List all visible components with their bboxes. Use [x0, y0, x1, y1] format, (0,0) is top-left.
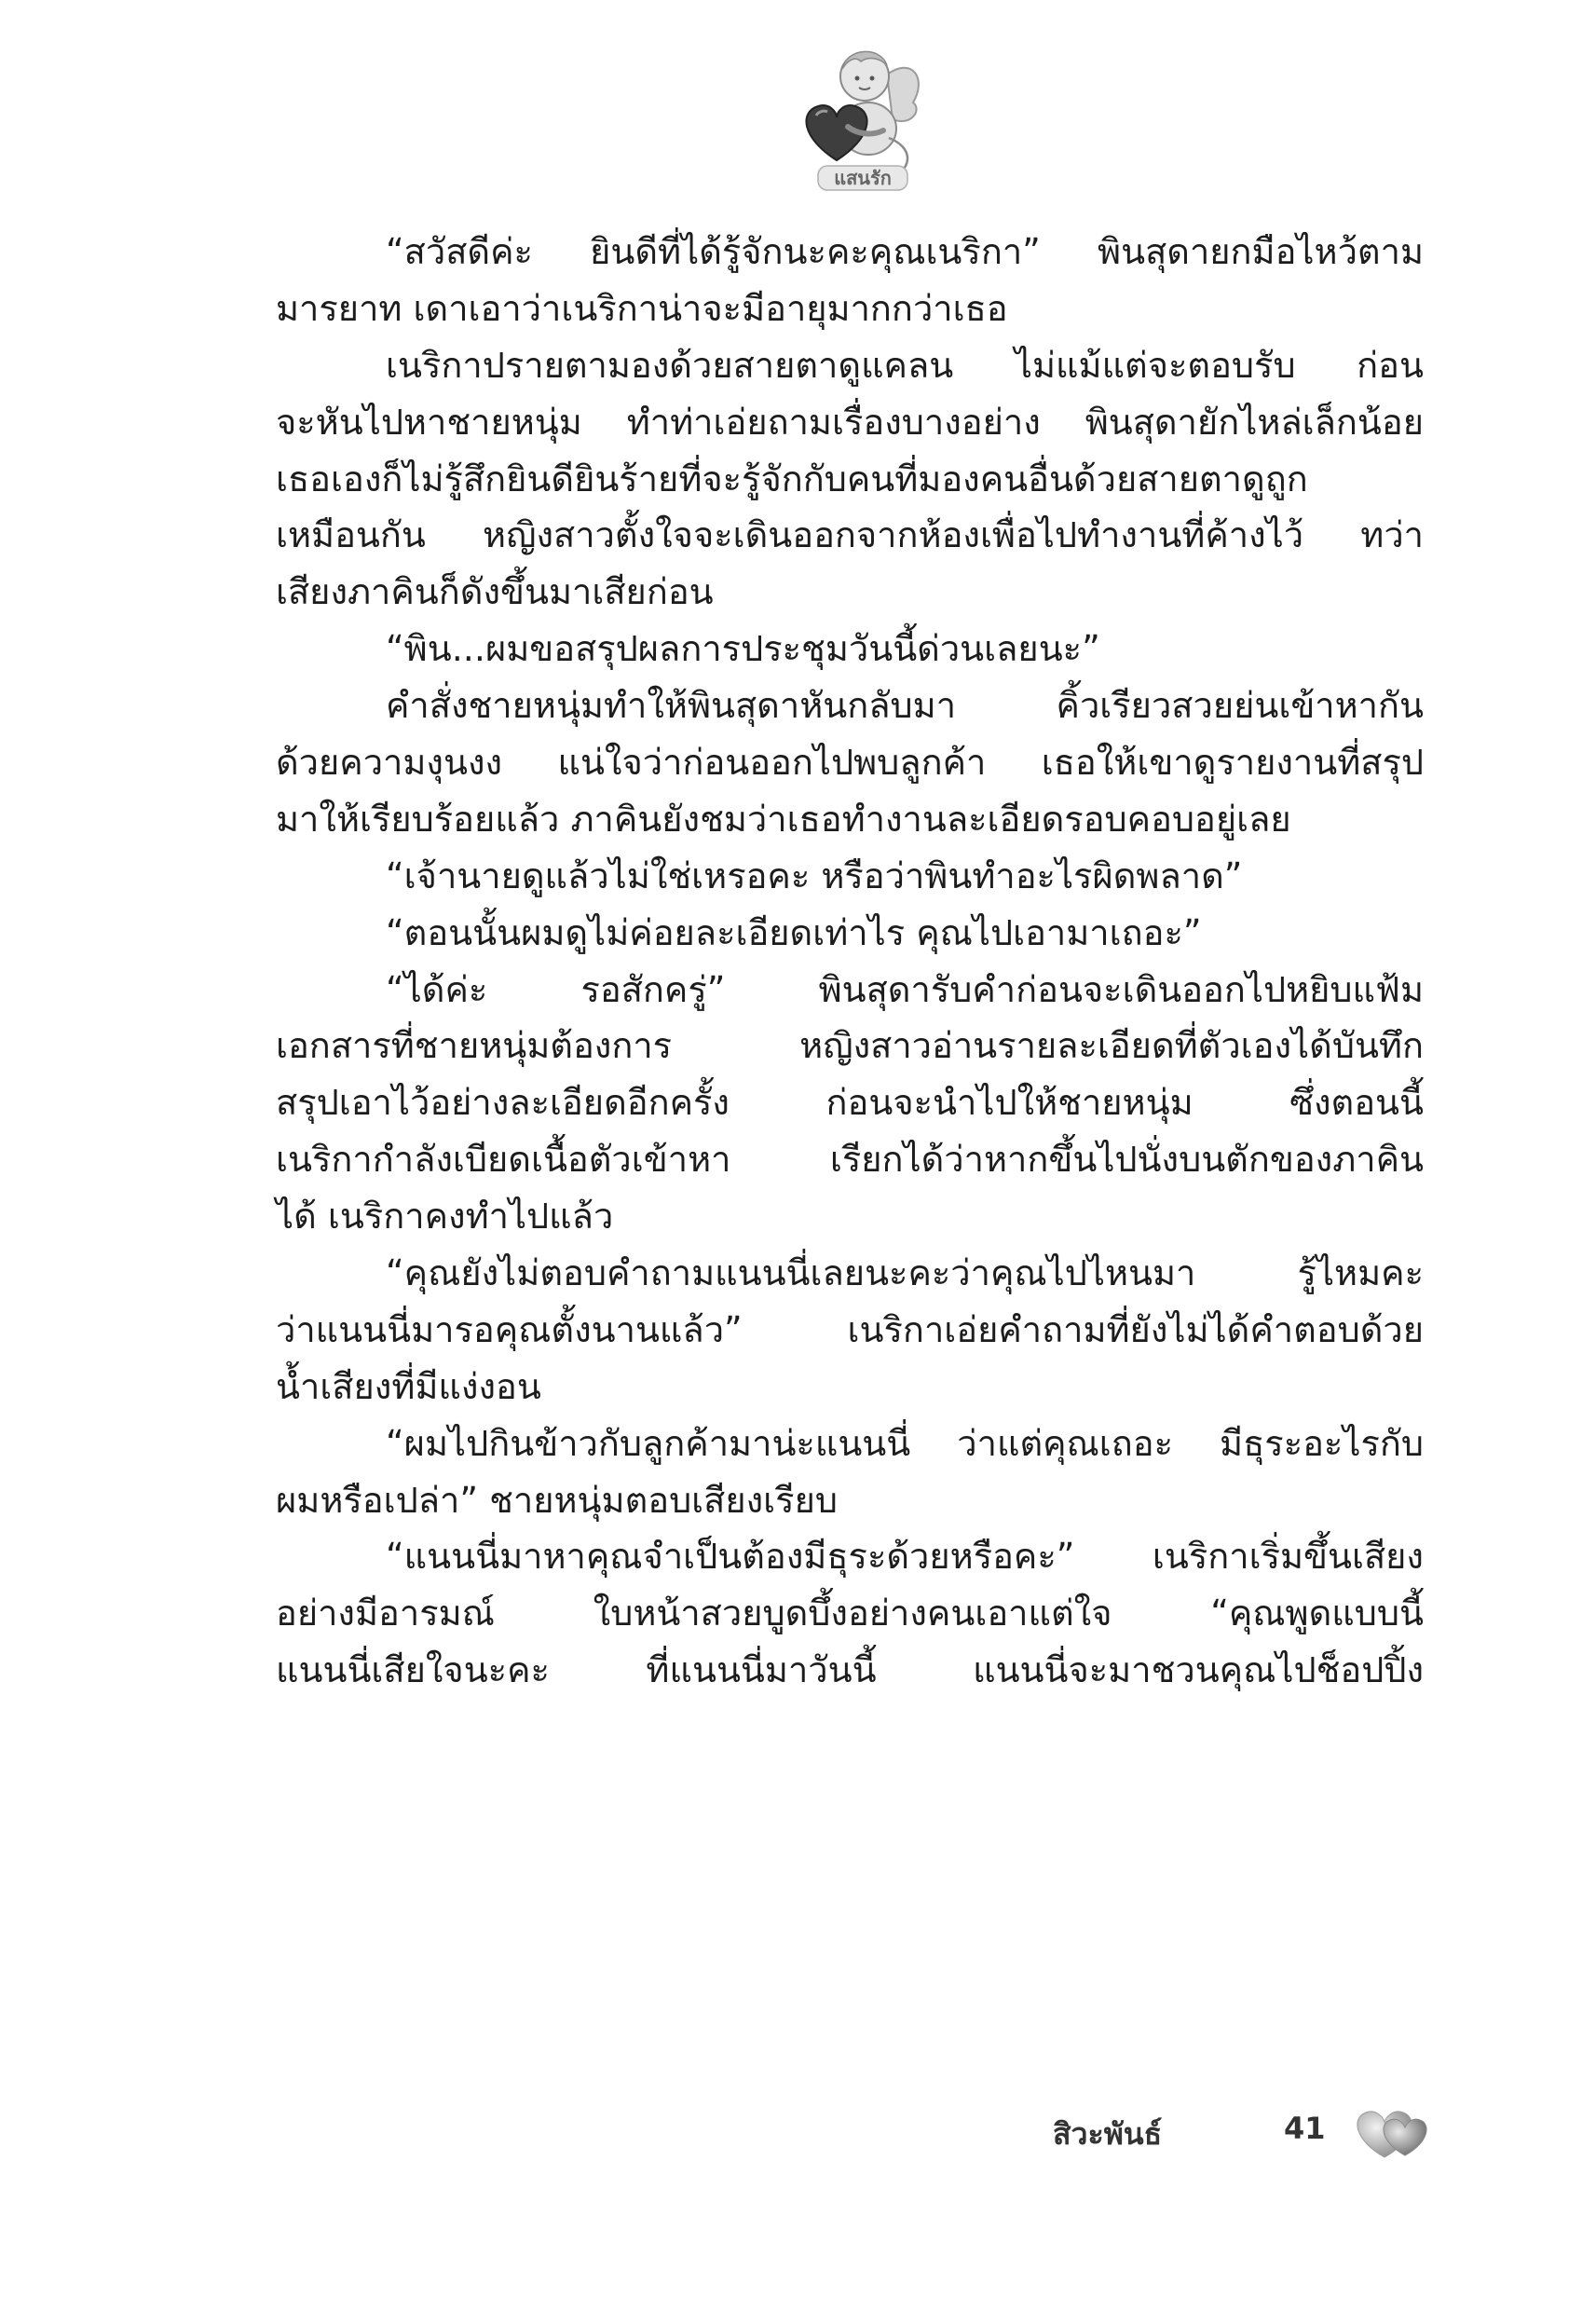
text-line: เอกสารที่ชายหนุ่มต้องการ หญิงสาวอ่านรายละเอียดที่ตัวเองได้บันทึก [276, 1025, 1424, 1067]
text-line: “ตอนนั้นผมดูไม่ค่อยละเอียดเท่าไร คุณไปเอามาเถอะ” [386, 911, 1202, 953]
text-line: ว่าแนนนี่มารอคุณตั้งนานแล้ว” เนริกาเอ่ยคำถามที่ยังไม่ได้คำตอบด้วย [276, 1308, 1424, 1350]
text-line: “พิน...ผมขอสรุปผลการประชุมวันนี้ด่วนเลยนะ” [386, 628, 1100, 670]
header-logo [783, 37, 932, 196]
text-line: มาให้เรียบร้อยแล้ว ภาคินยังชมว่าเธอทำงานละเอียดรอบคอบอยู่เลย [276, 798, 1291, 840]
text-line: คำสั่งชายหนุ่มทำให้พินสุดาหันกลับมา คิ้วเรียวสวยย่นเข้าหากัน [386, 685, 1424, 727]
text-line: “คุณยังไม่ตอบคำถามแนนนี่เลยนะคะว่าคุณไปไหนมา รู้ไหมคะ [386, 1252, 1424, 1294]
text-line: เนริกากำลังเบียดเนื้อตัวเข้าหา เรียกได้ว่าหากขึ้นไปนั่งบนตักของภาคิน [276, 1139, 1424, 1181]
text-line: สรุปเอาไว้อย่างละเอียดอีกครั้ง ก่อนจะนำไปให้ชายหนุ่ม ซึ่งตอนนี้ [276, 1082, 1424, 1124]
hearts-icon [1347, 2101, 1440, 2167]
text-line: ได้ เนริกาคงทำไปแล้ว [276, 1196, 614, 1238]
text-line: ด้วยความงุนงง แน่ใจว่าก่อนออกไปพบลูกค้า เธอให้เขาดูรายงานที่สรุป [276, 742, 1424, 784]
text-line: เสียงภาคินก็ดังขึ้นมาเสียก่อน [276, 571, 714, 613]
text-line: “แนนนี่มาหาคุณจำเป็นต้องมีธุระด้วยหรือคะ” เนริกาเริ่มขึ้นเสียง [386, 1536, 1424, 1578]
text-line: ผมหรือเปล่า” ชายหนุ่มตอบเสียงเรียบ [276, 1479, 838, 1521]
text-line: อย่างมีอารมณ์ ใบหน้าสวยบูดบึ้งอย่างคนเอาแต่ใจ “คุณพูดแบบนี้ [276, 1593, 1424, 1634]
text-line: มารยาท เดาเอาว่าเนริกาน่าจะมีอายุมากกว่าเธอ [276, 287, 1008, 329]
text-line: “ผมไปกินข้าวกับลูกค้ามาน่ะแนนนี่ ว่าแต่คุณเถอะ มีธุระอะไรกับ [386, 1422, 1424, 1464]
text-line: เธอเองก็ไม่รู้สึกยินดียินร้ายที่จะรู้จักกับคนที่มองคนอื่นด้วยสายตาดูถูก [276, 458, 1308, 499]
text-line: แนนนี่เสียใจนะคะ ที่แนนนี่มาวันนี้ แนนนี่จะมาชวนคุณไปช็อปปิ้ง [276, 1649, 1424, 1691]
text-line: เนริกาปรายตามองด้วยสายตาดูแคลน ไม่แม้แต่จะตอบรับ ก่อน [386, 344, 1424, 386]
logo-caption: แสนรัก [834, 167, 892, 189]
text-line: “เจ้านายดูแล้วไม่ใช่เหรอคะ หรือว่าพินทำอะไรผิดพลาด” [386, 855, 1243, 896]
text-line: เหมือนกัน หญิงสาวตั้งใจจะเดินออกจากห้องเพื่อไปทำงานที่ค้างไว้ ทว่า [276, 514, 1424, 556]
page-footer [1053, 2101, 1463, 2157]
text-line: “ได้ค่ะ รอสักครู่” พินสุดารับคำก่อนจะเดินออกไปหยิบแฟ้ม [386, 968, 1424, 1010]
text-line: น้ำเสียงที่มีแง่งอน [276, 1365, 541, 1407]
text-body [276, 224, 1424, 1699]
page-number: 41 [1284, 2111, 1326, 2146]
text-line: จะหันไปหาชายหนุ่ม ทำท่าเอ่ยถามเรื่องบางอย่าง พินสุดายักไหล่เล็กน้อย [276, 401, 1424, 443]
cupid-heart-icon [783, 37, 932, 196]
text-line: “สวัสดีค่ะ ยินดีที่ได้รู้จักนะคะคุณเนริกา” พินสุดายกมือไหว้ตาม [386, 231, 1424, 272]
author-name: สิวะพันธ์ [1053, 2116, 1163, 2152]
